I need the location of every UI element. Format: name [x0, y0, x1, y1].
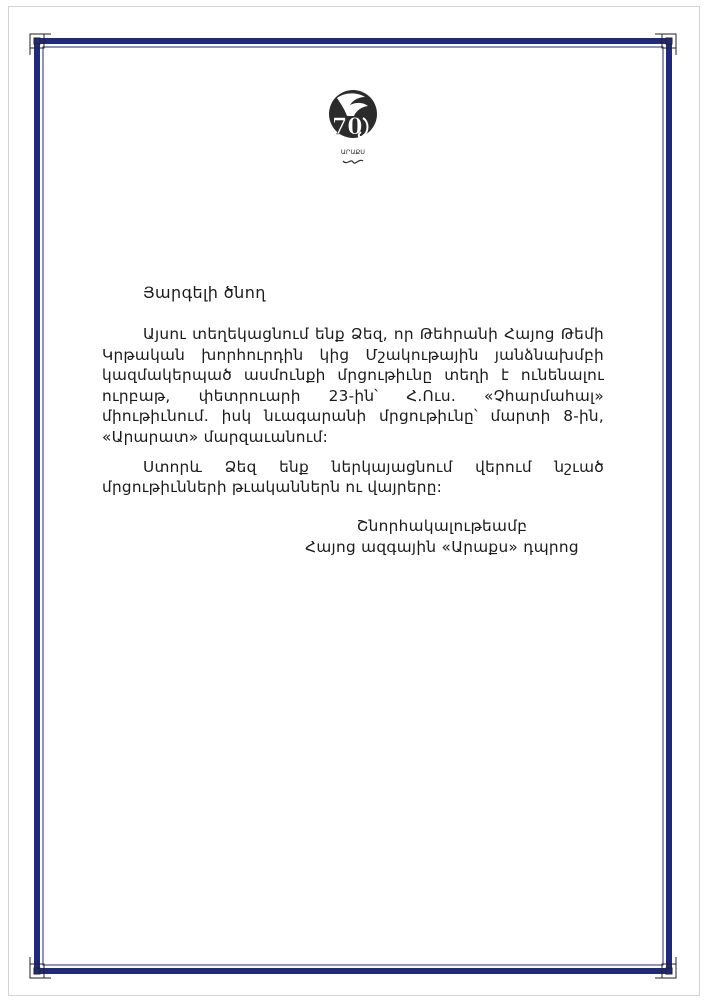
- letter-paragraph: Ստորև Ձեզ ենք ներկայացնում վերում նշւած մրցութիւնների թւականներն ու վայրերը:: [102, 457, 604, 497]
- signature-school-name: Հայոց ազգային «Արաքս» դպրոց: [305, 537, 579, 556]
- letter-paragraph: Այսու տեղեկացնում ենք Ձեզ, որ Թեհրանի Հայոց Թեմի Կրթական խորհուրդին կից Մշակութային յանձնախմբի կազմակերպած ասմունքի մրցութիւնը տեղի է ունենալու ուրբաթ, փետրուարի 23-ին՝ Հ.Ուս. «Չհարմահալ» միութիւնում. իսկ նւագարանի մրցութիւնը՝ մարտի 8-ին, «Արարատ» մարզաւանում:: [102, 325, 604, 446]
- corner-ornament-top-left: [30, 34, 51, 55]
- corner-ornament-bottom-left: [30, 957, 51, 978]
- logo-underline-ornament: [343, 160, 363, 163]
- corner-ornament-top-right: [655, 34, 676, 55]
- signature-closing: Շնորհակալութեամբ: [356, 516, 528, 535]
- school-logo: [323, 88, 383, 170]
- letter-body: [102, 283, 604, 558]
- logo-caption: ԱՐԱՔՍ: [340, 148, 366, 156]
- logo-numeral: 70: [332, 114, 363, 140]
- corner-ornament-bottom-right: [655, 957, 676, 978]
- signature-block: [292, 516, 592, 558]
- salutation: Յարգելի ծնող: [143, 283, 266, 302]
